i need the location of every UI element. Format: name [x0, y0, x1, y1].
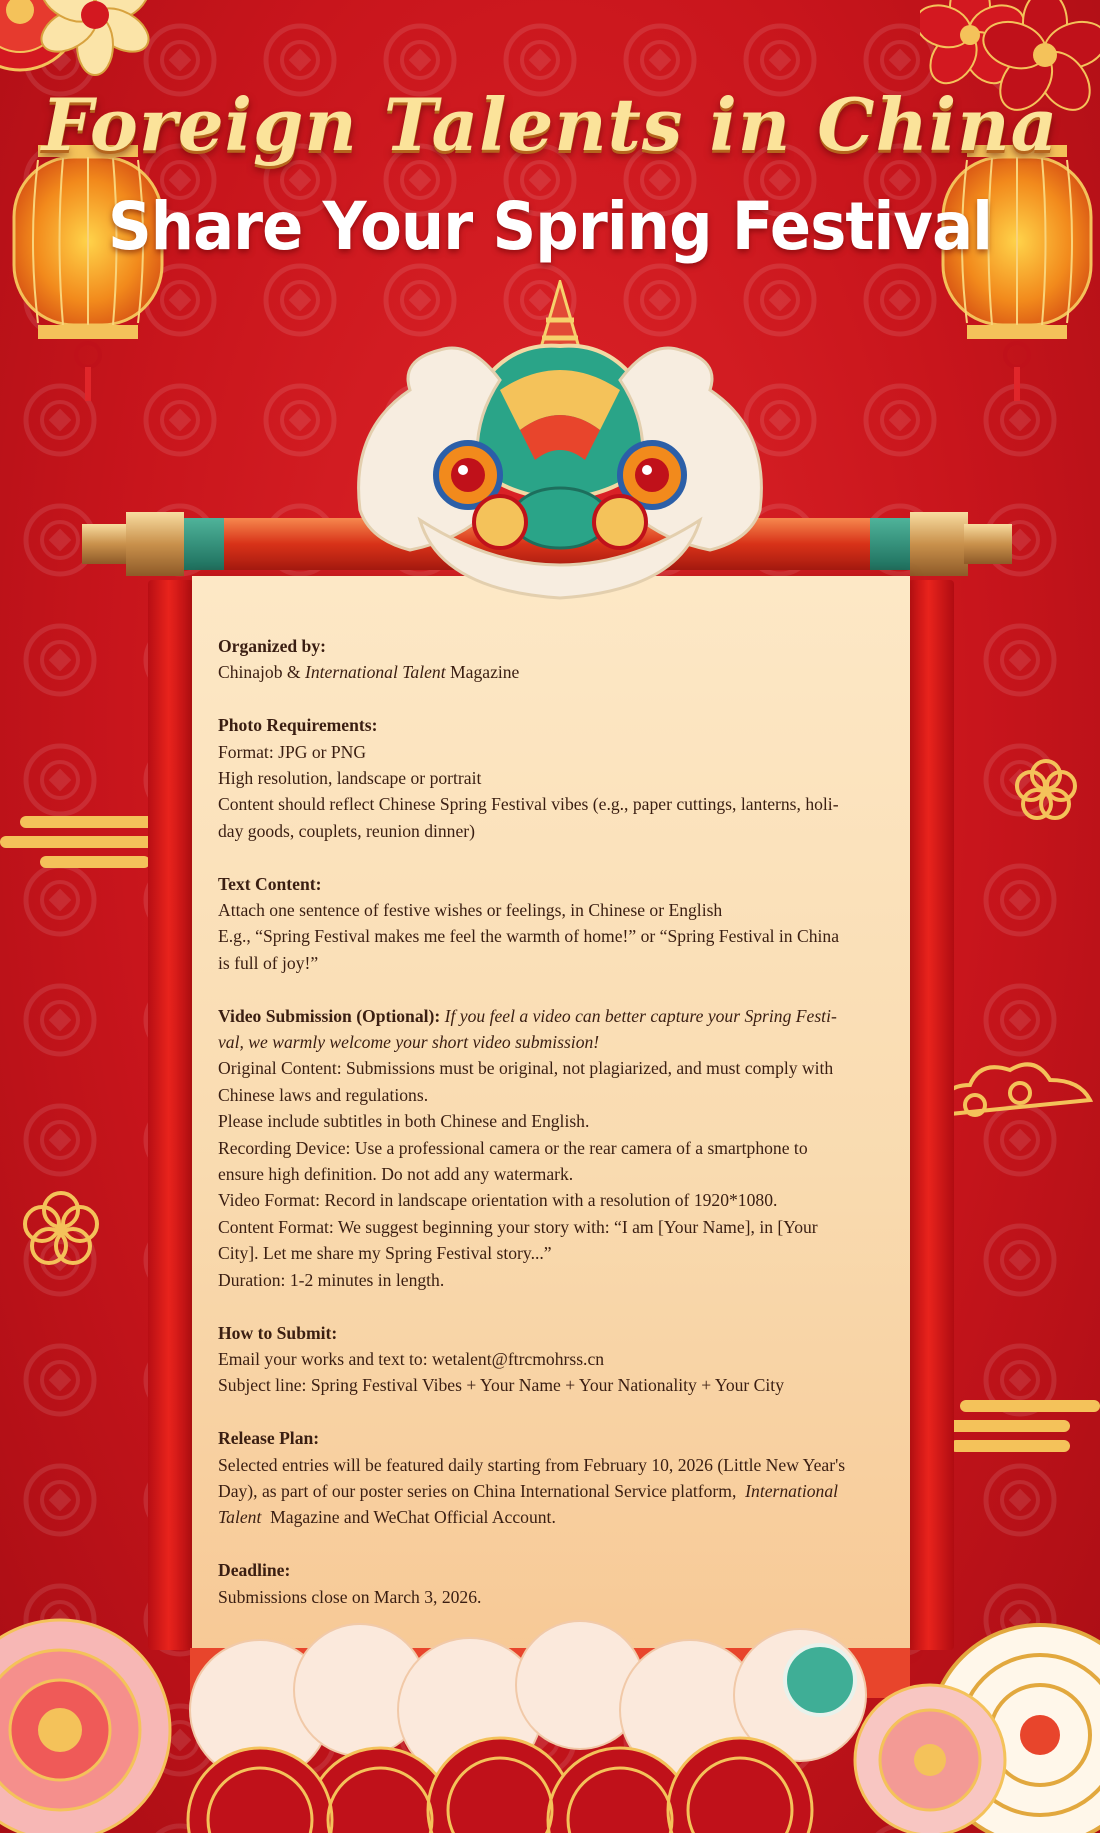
plum-blossom-icon [16, 1185, 106, 1275]
text-line: E.g., “Spring Festival makes me feel the warmth of home!” or “Spring Festival in China [218, 926, 840, 947]
release-line [218, 1504, 888, 1530]
video-line: Recording Device: Use a professional camera or the rear camera of a smartphone to [218, 1137, 808, 1158]
magazine-name: International Talent [305, 662, 446, 683]
scroll-side-left [148, 580, 194, 1650]
photo-line: High resolution, landscape or portrait [218, 768, 482, 789]
release-line: Selected entries will be featured daily starting from February 10, 2026 (Little New Year's [218, 1454, 846, 1475]
auspicious-cloud-icon [930, 1055, 1100, 1135]
lion-head-icon [350, 280, 770, 610]
video-line: Please include subtitles in both Chinese and English. [218, 1111, 590, 1132]
text-line: Attach one sentence of festive wishes or feelings, in Chinese or English [218, 900, 723, 921]
video-line: Video Format: Record in landscape orientation with a resolution of 1920*1080. [218, 1190, 778, 1211]
lantern-icon [8, 135, 168, 405]
photo-line: day goods, couplets, reunion dinner) [218, 820, 476, 841]
magazine-suffix: Magazine [445, 662, 520, 683]
video-line: Content Format: We suggest beginning your story with: “I am [Your Name], in [Your [218, 1216, 818, 1237]
submit-email-line: Email your works and text to: wetalent@ftrcmohrss.cn [218, 1348, 605, 1369]
release-line-3a: Talent [218, 1507, 262, 1528]
release-heading: Release Plan: [218, 1428, 320, 1449]
photo-line: Content should reflect Chinese Spring Festival vibes (e.g., paper cuttings, lanterns, holi- [218, 794, 839, 815]
photo-line: Format: JPG or PNG [218, 741, 367, 762]
organized-section [218, 633, 888, 686]
photo-heading: Photo Requirements: [218, 715, 378, 736]
text-line: is full of joy!” [218, 952, 319, 973]
video-intro [218, 1003, 888, 1029]
plum-blossom-icon [1010, 755, 1082, 827]
video-line: Chinese laws and regulations. [218, 1084, 429, 1105]
release-line-2a: Day), as part of our poster series on China International Service platform, [218, 1480, 746, 1501]
organized-heading: Organized by: [218, 636, 327, 656]
text-section [218, 871, 888, 977]
organizer-chinajob: Chinajob & [218, 662, 305, 683]
page-subtitle: Share Your Spring Festival [107, 188, 993, 265]
release-line [218, 1478, 888, 1504]
video-heading: Video Submission (Optional): [218, 1005, 445, 1026]
photo-section [218, 712, 888, 844]
text-heading: Text Content: [218, 873, 322, 894]
release-section [218, 1425, 888, 1531]
video-section [218, 1003, 888, 1293]
release-line-2b: International [745, 1480, 839, 1501]
deadline-heading: Deadline: [218, 1560, 291, 1581]
video-intro-1: If you feel a video can better capture your Spring Festi- [444, 1005, 837, 1026]
deadline-line: Submissions close on March 3, 2026. [218, 1586, 482, 1607]
video-line: City]. Let me share my Spring Festival story...” [218, 1243, 552, 1264]
video-line: Duration: 1-2 minutes in length. [218, 1269, 445, 1290]
release-line-3b: Magazine and WeChat Official Account. [261, 1507, 556, 1528]
submit-subject-line: Subject line: Spring Festival Vibes + Your Name + Your Nationality + Your City [218, 1375, 784, 1396]
video-intro-2: val, we warmly welcome your short video submission! [218, 1032, 600, 1053]
page-title: Foreign Talents in China [41, 82, 1059, 167]
bottom-decoration [0, 1560, 1100, 1833]
video-line: ensure high definition. Do not add any watermark. [218, 1164, 574, 1185]
scroll-side-right [908, 580, 954, 1650]
scroll-content [218, 633, 888, 1610]
lantern-icon [937, 135, 1097, 405]
submit-heading: How to Submit: [218, 1322, 338, 1343]
video-line: Original Content: Submissions must be original, not plagiarized, and must comply with [218, 1058, 834, 1079]
submit-section [218, 1320, 888, 1399]
organized-line [218, 659, 888, 685]
